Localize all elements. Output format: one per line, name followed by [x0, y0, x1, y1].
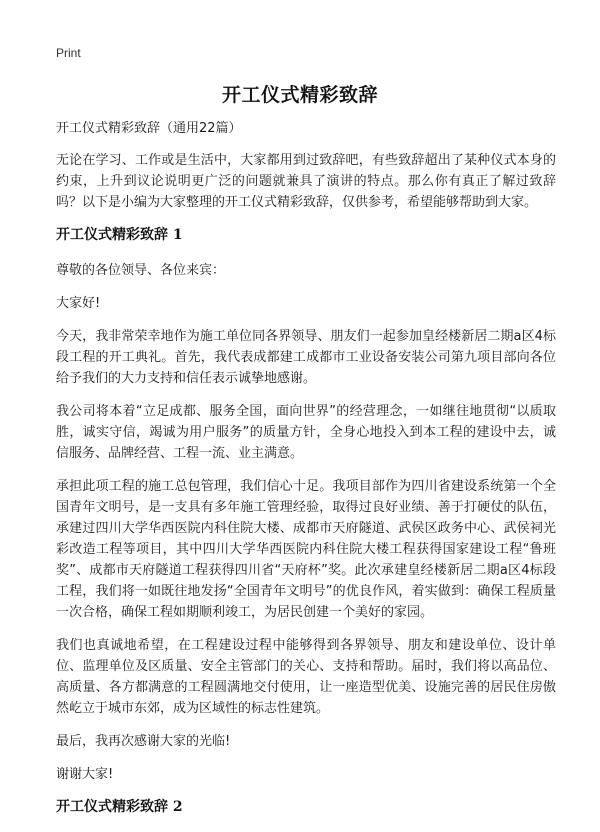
body-paragraph: 我们也真诚地希望，在工程建设过程中能够得到各界领导、朋友和建设单位、设计单位、监理单位及区质量、安全主管部门的关心、支持和帮助。届时，我们将以高品位、高质量、各方都满意的工程圆满地交付使用，让一座造型优美、设施完善的居民住房傲然屹立于城市东郊，成为区域性的标志性建筑。	[56, 638, 556, 716]
thanks-paragraph: 谢谢大家!	[56, 767, 114, 782]
body-paragraph: 今天，我非常荣幸地作为施工单位同各界领导、朋友们一起参加皇经楼新居二期a区4标段工程的开工典礼。首先，我代表成都建工成都市工业设备安装公司第九项目部向各位给予我们的大力支持和信任表示诚挚地感谢。	[56, 329, 556, 386]
body-paragraph: 我公司将本着“立足成都、服务全国，面向世界”的经营理念，一如继往地贯彻“以质取胜，诚实守信，竭诚为用户服务”的质量方针，全身心地投入到本工程的建设中去，诚信服务、品牌经营、工程一流、业主满意。	[56, 404, 556, 461]
greeting-paragraph: 大家好!	[56, 296, 101, 311]
intro-paragraph: 无论在学习、工作或是生活中，大家都用到过致辞吧，有些致辞超出了某种仪式本身的约束，上升到议论说明更广泛的问题就兼具了演讲的特点。那么你有真正了解过致辞吗？以下是小编为大家整理的开工仪式精彩致辞，仅供参考，希望能够帮助到大家。	[56, 153, 556, 210]
document-subtitle: 开工仪式精彩致辞（通用22篇）	[56, 121, 242, 136]
salutation-paragraph: 尊敬的各位领导、各位来宾：	[56, 263, 226, 278]
section-heading-1: 开工仪式精彩致辞 1	[56, 227, 183, 243]
section-heading-2: 开工仪式精彩致辞 2	[56, 799, 183, 815]
closing-paragraph: 最后，我再次感谢大家的光临!	[56, 734, 231, 749]
document-body	[56, 118, 556, 832]
print-link[interactable]: Print	[56, 46, 81, 60]
body-paragraph: 承担此项工程的施工总包管理，我们信心十足。我项目部作为四川省建设系统第一个全国青年文明号，是一支具有多年施工管理经验，取得过良好业绩、善于打硬仗的队伍，承建过四川大学华西医院内科住院大楼、成都市天府隧道、武侯区政务中心、武侯祠光彩改造工程等项目，其中四川大学华西医院内科住院大楼工程获得国家建设工程“鲁班奖”、成都市天府隧道工程获得四川省“天府杯”奖。此次承建皇经楼新居二期a区4标段工程，我们将一如既往地发扬“全国青年文明号”的优良作风，着实做到：确保工程质量一次合格，确保工程如期顺利竣工，为居民创建一个美好的家园。	[56, 479, 556, 620]
document-title: 开工仪式精彩致辞	[221, 84, 378, 106]
